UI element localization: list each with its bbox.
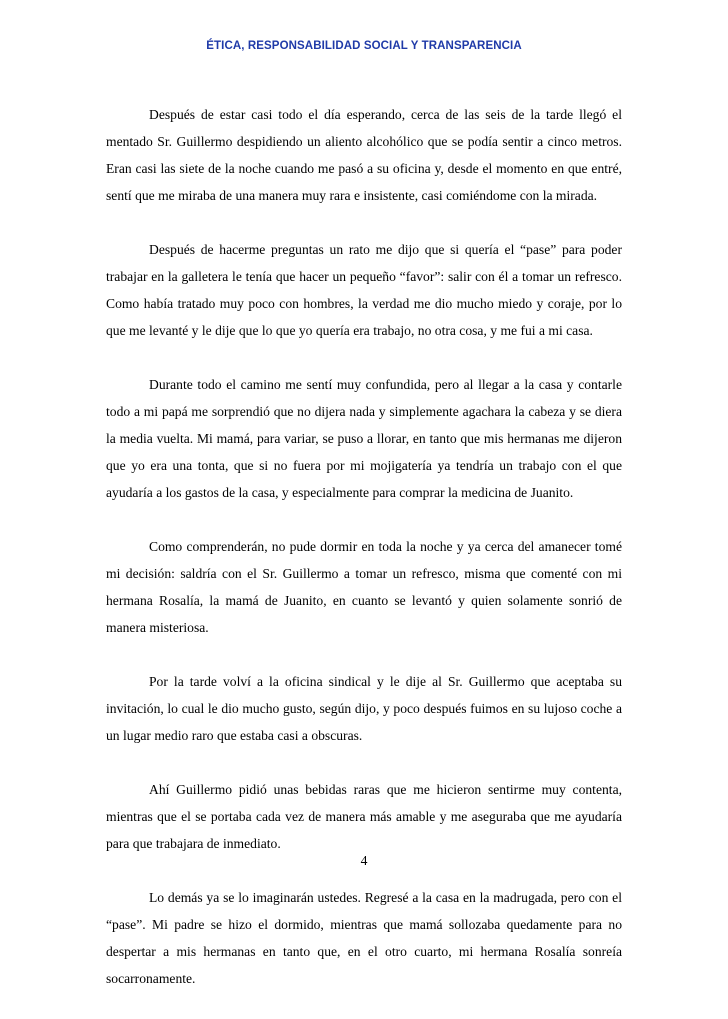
paragraph: Ahí Guillermo pidió unas bebidas raras que me hicieron sentirme muy contenta, mientras que el se portaba cada vez de manera más amable y me aseguraba que me ayudaría para que trabajara de inmediato. — [106, 782, 622, 851]
page-header: ÉTICA, RESPONSABILIDAD SOCIAL Y TRANSPARENCIA — [206, 40, 522, 52]
document-body — [106, 101, 622, 1019]
paragraph: Lo demás ya se lo imaginarán ustedes. Regresé a la casa en la madrugada, pero con el “pase”. Mi padre se hizo el dormido, mientras que mamá sollozaba quedamente para no despertar a mis hermanas en tanto que, en el otro cuarto, mi hermana Rosalía sonreía socarronamente. — [106, 890, 622, 986]
page-number: 4 — [360, 853, 368, 868]
paragraph: Después de estar casi todo el día esperando, cerca de las seis de la tarde llegó el mentado Sr. Guillermo despidiendo un aliento alcohólico que se podía sentir a cinco metros. Eran casi las siete de la noche cuando me pasó a su oficina y, desde el momento en que entré, sentí que me miraba de una manera muy rara e insistente, casi comiéndome con la mirada. — [106, 107, 622, 203]
paragraph: Después de hacerme preguntas un rato me dijo que si quería el “pase” para poder trabajar en la galletera le tenía que hacer un pequeño “favor”: salir con él a tomar un refresco. Como había tratado muy poco con hombres, la verdad me dio mucho miedo y coraje, por lo que me levanté y le dije que lo que yo quería era trabajo, no otra cosa, y me fui a mi casa. — [106, 242, 622, 338]
paragraph: Por la tarde volví a la oficina sindical y le dije al Sr. Guillermo que aceptaba su invitación, lo cual le dio mucho gusto, según dijo, y poco después fuimos en su lujoso coche a un lugar medio raro que estaba casi a obscuras. — [106, 674, 622, 743]
paragraph: Como comprenderán, no pude dormir en toda la noche y ya cerca del amanecer tomé mi decisión: saldría con el Sr. Guillermo a tomar un refresco, misma que comenté con mi hermana Rosalía, la mamá de Juanito, en cuanto se levantó y quien solamente sonrió de manera misteriosa. — [106, 539, 622, 635]
paragraph: Durante todo el camino me sentí muy confundida, pero al llegar a la casa y contarle todo a mi papá me sorprendió que no dijera nada y simplemente agachara la cabeza y se diera la media vuelta. Mi mamá, para variar, se puso a llorar, en tanto que mis hermanas me dijeron que yo era una tonta, que si no fuera por mi mojigatería ya tendría un trabajo con el que ayudaría a los gastos de la casa, y especialmente para comprar la medicina de Juanito. — [106, 377, 622, 500]
